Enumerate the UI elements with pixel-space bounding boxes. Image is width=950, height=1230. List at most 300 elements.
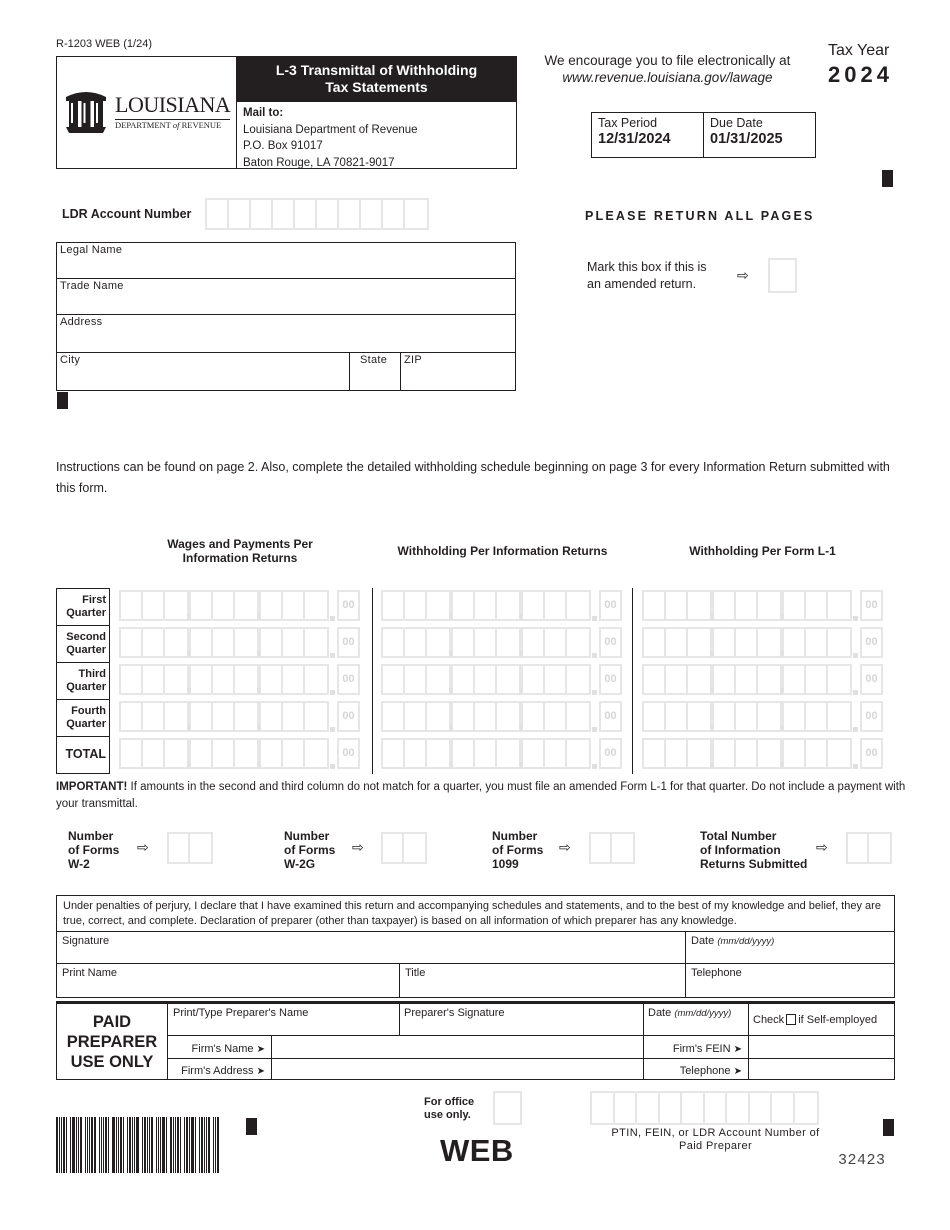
digit-box[interactable] — [666, 629, 688, 656]
digit-box[interactable] — [795, 1093, 818, 1123]
digit-box[interactable] — [828, 740, 850, 767]
amount-third-quarter-withholding-info[interactable] — [381, 664, 622, 695]
digit-group[interactable] — [782, 627, 852, 658]
digit-box[interactable] — [688, 592, 710, 619]
quarter-label-third: Third Quarter — [57, 663, 109, 700]
digit-box[interactable] — [758, 740, 780, 767]
barcode-bar — [120, 1117, 122, 1173]
digit-box[interactable] — [567, 629, 589, 656]
digit-box[interactable] — [207, 200, 229, 228]
digit-box[interactable] — [283, 703, 305, 730]
cents-box: 00 — [860, 664, 883, 695]
digit-group[interactable] — [259, 664, 329, 695]
digit-box[interactable] — [383, 834, 404, 862]
legal-name-field[interactable] — [57, 243, 515, 279]
digit-box[interactable] — [497, 592, 519, 619]
digit-group[interactable] — [642, 627, 712, 658]
digit-box[interactable] — [213, 592, 235, 619]
digit-box[interactable] — [523, 666, 545, 693]
arrow-right-icon: ⇨ — [559, 839, 571, 855]
digit-box[interactable] — [736, 703, 758, 730]
digit-box[interactable] — [637, 1093, 660, 1123]
state-label: State — [360, 354, 388, 366]
digit-box[interactable] — [615, 1093, 638, 1123]
digit-box[interactable] — [828, 592, 850, 619]
digit-box[interactable] — [165, 740, 187, 767]
digit-box[interactable] — [191, 629, 213, 656]
digit-box[interactable] — [261, 666, 283, 693]
important-text: If amounts in the second and third column do not match for a quarter, you must file an amended Form L-1 for that quarter. Do not include a payment with your transmittal. — [56, 781, 906, 810]
barcode-bar — [91, 1117, 93, 1173]
digit-box[interactable] — [644, 740, 666, 767]
barcode-bar — [59, 1117, 60, 1173]
amount-total-withholding-info[interactable] — [381, 738, 622, 769]
digit-box[interactable] — [545, 629, 567, 656]
digit-box[interactable] — [235, 629, 257, 656]
digit-group[interactable] — [189, 590, 259, 621]
digit-box[interactable] — [383, 200, 405, 228]
digit-box[interactable] — [772, 1093, 795, 1123]
digit-box[interactable] — [121, 592, 143, 619]
digit-box[interactable] — [705, 1093, 728, 1123]
digit-box[interactable] — [283, 666, 305, 693]
digit-box[interactable] — [453, 703, 475, 730]
digit-box[interactable] — [191, 592, 213, 619]
digit-group[interactable] — [381, 664, 451, 695]
digit-box[interactable] — [475, 666, 497, 693]
digit-box[interactable] — [612, 834, 633, 862]
digit-box[interactable] — [806, 703, 828, 730]
digit-box[interactable] — [169, 834, 190, 862]
digit-group[interactable] — [189, 701, 259, 732]
digit-box[interactable] — [523, 703, 545, 730]
digit-box[interactable] — [567, 740, 589, 767]
digit-box[interactable] — [545, 666, 567, 693]
preparer-signature-field[interactable] — [399, 1004, 643, 1035]
digit-box[interactable] — [828, 703, 850, 730]
column-header-line: Wages and Payments Per — [167, 537, 313, 551]
digit-box[interactable] — [283, 629, 305, 656]
declaration-section — [56, 895, 895, 998]
digit-box[interactable] — [644, 629, 666, 656]
digit-box[interactable] — [229, 200, 251, 228]
digit-box[interactable] — [235, 703, 257, 730]
digit-group[interactable] — [259, 701, 329, 732]
title-field[interactable] — [400, 964, 686, 997]
digit-box[interactable] — [405, 592, 427, 619]
amount-total-withholding-l1[interactable] — [642, 738, 883, 769]
digit-box[interactable] — [405, 629, 427, 656]
signature-row — [57, 932, 894, 964]
digit-box[interactable] — [736, 592, 758, 619]
paid-preparer-section — [56, 1001, 895, 1080]
digit-box[interactable] — [714, 740, 736, 767]
digit-box[interactable] — [784, 629, 806, 656]
pointer-icon: ➤ — [256, 1044, 265, 1055]
amount-second-quarter-withholding-info[interactable] — [381, 627, 622, 658]
digit-group[interactable] — [712, 738, 782, 769]
digit-group[interactable] — [712, 627, 782, 658]
digit-group[interactable] — [642, 590, 712, 621]
digit-group[interactable] — [189, 738, 259, 769]
digit-box[interactable] — [213, 629, 235, 656]
digit-box[interactable] — [213, 740, 235, 767]
decimal-point — [591, 627, 599, 658]
preparer-date-field[interactable] — [643, 1004, 748, 1035]
digit-box[interactable] — [714, 629, 736, 656]
address-field[interactable] — [57, 315, 515, 353]
digit-box[interactable] — [727, 1093, 750, 1123]
digit-box[interactable] — [591, 834, 612, 862]
arrow-right-icon: ⇨ — [137, 839, 149, 855]
digit-box[interactable] — [666, 592, 688, 619]
digit-box[interactable] — [869, 834, 890, 862]
amount-third-quarter-wages[interactable] — [119, 664, 360, 695]
digit-box[interactable] — [666, 740, 688, 767]
decimal-point — [329, 664, 337, 695]
amount-total-wages[interactable] — [119, 738, 360, 769]
state-field[interactable] — [350, 353, 401, 390]
digit-group[interactable] — [712, 701, 782, 732]
digit-box[interactable] — [190, 834, 211, 862]
amount-first-quarter-wages[interactable] — [119, 590, 360, 621]
digit-box[interactable] — [143, 592, 165, 619]
digit-box[interactable] — [261, 629, 283, 656]
digit-group[interactable] — [451, 701, 521, 732]
firm-address-field[interactable] — [272, 1059, 643, 1080]
digit-box[interactable] — [165, 629, 187, 656]
digit-box[interactable] — [475, 703, 497, 730]
digit-box[interactable] — [784, 592, 806, 619]
digit-box[interactable] — [644, 703, 666, 730]
digit-box[interactable] — [750, 1093, 773, 1123]
decimal-point — [852, 664, 860, 695]
trade-name-field[interactable] — [57, 279, 515, 315]
digit-group[interactable] — [189, 664, 259, 695]
digit-box[interactable] — [523, 592, 545, 619]
digit-box[interactable] — [213, 666, 235, 693]
digit-box[interactable] — [688, 666, 710, 693]
digit-box[interactable] — [383, 703, 405, 730]
digit-box[interactable] — [405, 666, 427, 693]
digit-box[interactable] — [305, 666, 327, 693]
barcode-bar — [166, 1117, 167, 1173]
digit-box[interactable] — [758, 703, 780, 730]
digit-group[interactable] — [189, 627, 259, 658]
digit-box[interactable] — [121, 666, 143, 693]
digit-box[interactable] — [191, 666, 213, 693]
digit-group[interactable] — [521, 664, 591, 695]
digit-group[interactable] — [381, 590, 451, 621]
digit-group[interactable] — [782, 664, 852, 695]
amount-first-quarter-withholding-info[interactable] — [381, 590, 622, 621]
digit-box[interactable] — [736, 666, 758, 693]
digit-box[interactable] — [453, 629, 475, 656]
digit-box[interactable] — [261, 740, 283, 767]
digit-box[interactable] — [383, 629, 405, 656]
digit-group[interactable] — [782, 738, 852, 769]
amended-return-checkbox[interactable] — [768, 258, 797, 293]
digit-group[interactable] — [712, 590, 782, 621]
legal-name-label: Legal Name — [60, 244, 123, 256]
due-date-value: 01/31/2025 — [710, 131, 783, 147]
digit-box[interactable] — [453, 666, 475, 693]
amount-second-quarter-withholding-l1[interactable] — [642, 627, 883, 658]
cents-box: 00 — [860, 627, 883, 658]
trade-name-label: Trade Name — [60, 280, 124, 292]
digit-box[interactable] — [666, 666, 688, 693]
ldr-account-input[interactable] — [205, 198, 429, 230]
digit-box[interactable] — [545, 740, 567, 767]
amount-fourth-quarter-wages[interactable] — [119, 701, 360, 732]
barcode-bar — [144, 1117, 146, 1173]
digit-box[interactable] — [404, 834, 425, 862]
digit-box[interactable] — [688, 629, 710, 656]
digit-box[interactable] — [497, 740, 519, 767]
digit-box[interactable] — [497, 666, 519, 693]
form-title-line1: L-3 Transmittal of Withholding — [275, 62, 478, 78]
digit-box[interactable] — [688, 703, 710, 730]
digit-group[interactable] — [259, 738, 329, 769]
digit-box[interactable] — [666, 703, 688, 730]
digit-box[interactable] — [305, 629, 327, 656]
amount-fourth-quarter-withholding-info[interactable] — [381, 701, 622, 732]
digit-box[interactable] — [714, 703, 736, 730]
digit-box[interactable] — [475, 629, 497, 656]
digit-box[interactable] — [758, 629, 780, 656]
decimal-point — [329, 701, 337, 732]
digit-box[interactable] — [295, 200, 317, 228]
capitol-columns-icon — [63, 89, 109, 135]
digit-box[interactable] — [427, 666, 449, 693]
digit-box[interactable] — [497, 703, 519, 730]
digit-group[interactable] — [521, 738, 591, 769]
digit-box[interactable] — [305, 740, 327, 767]
digit-box[interactable] — [736, 629, 758, 656]
digit-box[interactable] — [806, 666, 828, 693]
amount-second-quarter-wages[interactable] — [119, 627, 360, 658]
digit-box[interactable] — [453, 740, 475, 767]
digit-box[interactable] — [383, 592, 405, 619]
cents-box: 00 — [599, 664, 622, 695]
digit-box[interactable] — [213, 703, 235, 730]
digit-group[interactable] — [521, 590, 591, 621]
digit-box[interactable] — [235, 740, 257, 767]
digit-box[interactable] — [644, 592, 666, 619]
digit-box[interactable] — [784, 666, 806, 693]
digit-group[interactable] — [642, 664, 712, 695]
firm-fein-field[interactable] — [749, 1036, 895, 1058]
barcode-bar — [162, 1117, 165, 1173]
digit-box[interactable] — [383, 740, 405, 767]
total-returns-count-input[interactable] — [846, 832, 892, 864]
digit-box[interactable] — [235, 666, 257, 693]
digit-group[interactable] — [381, 627, 451, 658]
zip-field[interactable] — [401, 353, 515, 390]
digit-group[interactable] — [451, 664, 521, 695]
digit-box[interactable] — [592, 1093, 615, 1123]
digit-box[interactable] — [523, 629, 545, 656]
logo-dept-of: of — [172, 120, 180, 130]
1099-count-input[interactable] — [589, 832, 635, 864]
decimal-point — [591, 738, 599, 769]
important-label: IMPORTANT! — [56, 781, 128, 793]
digit-group[interactable] — [451, 627, 521, 658]
digit-box[interactable] — [644, 666, 666, 693]
print-name-field[interactable] — [57, 964, 400, 997]
w2g-count-input[interactable] — [381, 832, 427, 864]
digit-box[interactable] — [427, 629, 449, 656]
digit-group[interactable] — [381, 701, 451, 732]
digit-box[interactable] — [567, 666, 589, 693]
barcode-bar — [87, 1117, 88, 1173]
tax-year-label: Tax Year — [828, 42, 890, 59]
digit-box[interactable] — [806, 592, 828, 619]
barcode-bar — [213, 1117, 214, 1173]
arrow-right-icon: ⇨ — [816, 839, 828, 855]
digit-box[interactable] — [251, 200, 273, 228]
digit-box[interactable] — [660, 1093, 683, 1123]
ptin-input[interactable] — [590, 1091, 819, 1125]
digit-box[interactable] — [283, 740, 305, 767]
firm-name-field[interactable] — [272, 1036, 643, 1058]
digit-box[interactable] — [475, 740, 497, 767]
digit-box[interactable] — [383, 666, 405, 693]
cents-box: 00 — [337, 738, 360, 769]
digit-box[interactable] — [405, 740, 427, 767]
signature-field[interactable] — [57, 932, 686, 963]
digit-box[interactable] — [806, 629, 828, 656]
digit-box[interactable] — [453, 592, 475, 619]
digit-group[interactable] — [451, 590, 521, 621]
digit-box[interactable] — [273, 200, 295, 228]
digit-box[interactable] — [688, 740, 710, 767]
digit-box[interactable] — [848, 834, 869, 862]
digit-box[interactable] — [567, 592, 589, 619]
digit-box[interactable] — [427, 592, 449, 619]
digit-box[interactable] — [339, 200, 361, 228]
digit-box[interactable] — [305, 592, 327, 619]
digit-box[interactable] — [405, 703, 427, 730]
digit-box[interactable] — [361, 200, 383, 228]
digit-group[interactable] — [119, 701, 189, 732]
digit-box[interactable] — [545, 703, 567, 730]
digit-box[interactable] — [317, 200, 339, 228]
decimal-point — [591, 664, 599, 695]
digit-group[interactable] — [521, 627, 591, 658]
amount-first-quarter-withholding-l1[interactable] — [642, 590, 883, 621]
barcode-bar — [127, 1117, 128, 1173]
digit-box[interactable] — [191, 703, 213, 730]
preparer-name-field[interactable] — [168, 1004, 399, 1035]
digit-group[interactable] — [712, 664, 782, 695]
digit-box[interactable] — [784, 740, 806, 767]
digit-box[interactable] — [165, 666, 187, 693]
digit-box[interactable] — [143, 740, 165, 767]
digit-box[interactable] — [714, 666, 736, 693]
digit-box[interactable] — [523, 740, 545, 767]
digit-box[interactable] — [427, 740, 449, 767]
digit-box[interactable] — [143, 703, 165, 730]
digit-box[interactable] — [567, 703, 589, 730]
digit-box[interactable] — [143, 629, 165, 656]
digit-box[interactable] — [758, 666, 780, 693]
digit-box[interactable] — [191, 740, 213, 767]
preparer-name-label: Print/Type Preparer's Name — [173, 1007, 309, 1019]
digit-box[interactable] — [121, 629, 143, 656]
amount-fourth-quarter-withholding-l1[interactable] — [642, 701, 883, 732]
barcode-bar — [151, 1117, 153, 1173]
digit-group[interactable] — [119, 664, 189, 695]
digit-box[interactable] — [261, 703, 283, 730]
efile-url[interactable]: www.revenue.louisiana.gov/lawage — [562, 70, 773, 85]
column-header-wages — [150, 537, 330, 565]
decimal-point — [852, 627, 860, 658]
digit-box[interactable] — [261, 592, 283, 619]
digit-box[interactable] — [143, 666, 165, 693]
digit-box[interactable] — [545, 592, 567, 619]
digit-group[interactable] — [381, 738, 451, 769]
preparer-telephone-field[interactable] — [749, 1059, 895, 1080]
digit-box[interactable] — [305, 703, 327, 730]
digit-box[interactable] — [405, 200, 427, 228]
date-field[interactable] — [686, 932, 894, 963]
office-use-box[interactable] — [493, 1091, 522, 1125]
digit-box[interactable] — [283, 592, 305, 619]
logo-dept-text: DEPARTMENT — [115, 120, 171, 130]
digit-box[interactable] — [714, 592, 736, 619]
digit-group[interactable] — [521, 701, 591, 732]
digit-box[interactable] — [828, 629, 850, 656]
amount-third-quarter-withholding-l1[interactable] — [642, 664, 883, 695]
digit-box[interactable] — [784, 703, 806, 730]
self-employed-checkbox[interactable] — [786, 1014, 796, 1025]
digit-box[interactable] — [427, 703, 449, 730]
digit-group[interactable] — [642, 701, 712, 732]
digit-box[interactable] — [235, 592, 257, 619]
digit-group[interactable] — [451, 738, 521, 769]
digit-box[interactable] — [165, 592, 187, 619]
form-title — [237, 57, 516, 102]
w2-count-input[interactable] — [167, 832, 213, 864]
digit-group[interactable] — [119, 627, 189, 658]
digit-group[interactable] — [782, 701, 852, 732]
digit-group[interactable] — [119, 738, 189, 769]
digit-group[interactable] — [782, 590, 852, 621]
city-field[interactable] — [57, 353, 350, 390]
zip-label: ZIP — [404, 354, 423, 366]
barcode-bar — [80, 1117, 82, 1173]
digit-box[interactable] — [682, 1093, 705, 1123]
digit-box[interactable] — [121, 740, 143, 767]
barcode-bar — [103, 1117, 104, 1173]
barcode-bar — [132, 1117, 133, 1173]
digit-box[interactable] — [758, 592, 780, 619]
digit-box[interactable] — [736, 740, 758, 767]
digit-box[interactable] — [806, 740, 828, 767]
digit-group[interactable] — [259, 590, 329, 621]
digit-group[interactable] — [119, 590, 189, 621]
telephone-field[interactable] — [686, 964, 894, 997]
digit-group[interactable] — [259, 627, 329, 658]
digit-box[interactable] — [475, 592, 497, 619]
digit-group[interactable] — [642, 738, 712, 769]
digit-box[interactable] — [165, 703, 187, 730]
digit-box[interactable] — [497, 629, 519, 656]
check-label: Check — [753, 1014, 785, 1026]
digit-box[interactable] — [121, 703, 143, 730]
digit-box[interactable] — [828, 666, 850, 693]
